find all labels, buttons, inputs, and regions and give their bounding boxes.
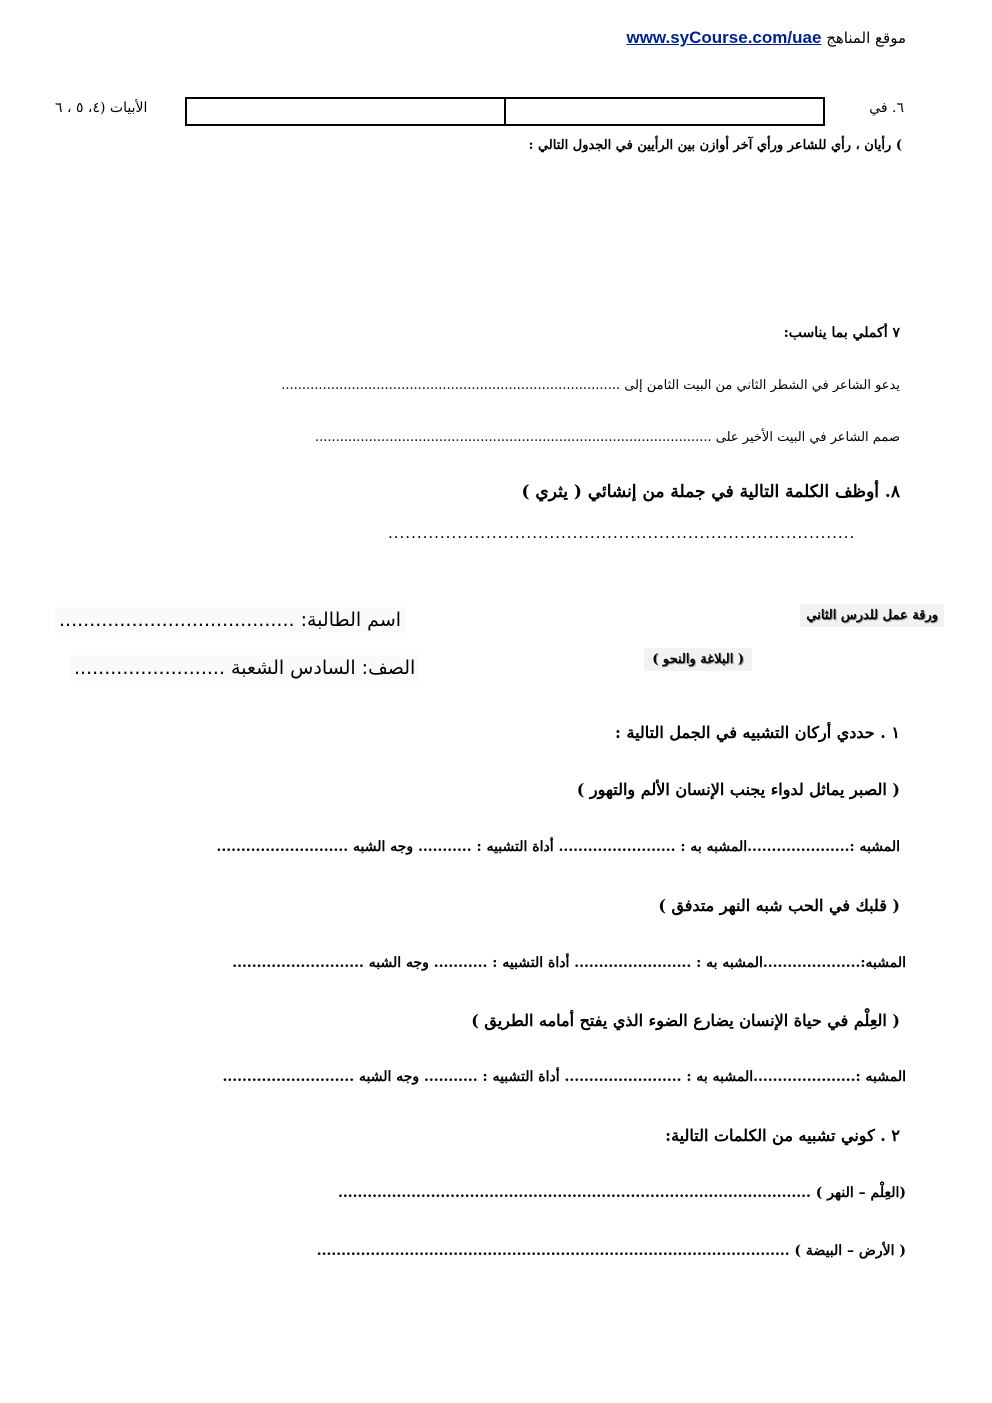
section-2-item-2[interactable]: ( الأرض – البيضة ) .................................................................................................: [316, 1243, 906, 1259]
question-7-title: ٧ أكملي بما يناسب:: [783, 325, 900, 341]
site-header: [626, 28, 906, 48]
comparison-table: [185, 97, 825, 126]
question-6-verses: الأبيات (٤، ٥ ، ٦: [55, 100, 148, 116]
worksheet-subtitle: ( البلاغة والنحو ): [644, 648, 752, 671]
student-name-field[interactable]: اسم الطالبة: .......................................: [55, 607, 405, 633]
worksheet-title: ورقة عمل للدرس الثاني: [800, 604, 944, 627]
question-8-answer-line[interactable]: .................................................................................: [388, 524, 856, 542]
simile-answer-row-2[interactable]: المشبه:....................المشبه به : ........................ أداة التشبيه : ........... وجه الشبه ...........................: [232, 955, 906, 971]
opinions-instruction: ) رأيان ، رأي للشاعر ورأي آخر أوازن بين الرأيين في الجدول التالي :: [528, 138, 902, 153]
question-6-label: ٦. في: [869, 100, 904, 116]
section-2-item-1[interactable]: (العِلْم – النهر ) .................................................................................................: [338, 1185, 906, 1201]
table-cell-right[interactable]: [504, 99, 823, 124]
grade-field[interactable]: الصف: السادس الشعبة .........................: [70, 655, 419, 681]
question-7-line-2[interactable]: صمم الشاعر في البيت الأخير على ................................................................................................: [314, 430, 900, 445]
question-8-title: ٨. أوظف الكلمة التالية في جملة من إنشائي ( يثري ): [521, 482, 900, 502]
simile-sentence-3: ( العِلْم في حياة الإنسان يضارع الضوء الذي يفتح أمامه الطريق ): [471, 1011, 900, 1030]
simile-sentence-2: ( قلبك في الحب شبه النهر متدفق ): [658, 896, 900, 915]
section-2-title: ٢ . كوني تشبيه من الكلمات التالية:: [665, 1126, 900, 1145]
question-7-line-1[interactable]: يدعو الشاعر في الشطر الثاني من البيت الثامن إلى ..................................................................................: [281, 378, 900, 393]
simile-answer-row-1[interactable]: المشبه :.....................المشبه به : ........................ أداة التشبيه : ........... وجه الشبه ...........................: [216, 839, 900, 855]
table-cell-left[interactable]: [187, 99, 504, 124]
simile-sentence-1: ( الصبر يماثل لدواء يجنب الإنسان الألم والتهور ): [576, 780, 900, 799]
simile-answer-row-3[interactable]: المشبه :.....................المشبه به : ........................ أداة التشبيه : ........... وجه الشبه ...........................: [222, 1069, 906, 1085]
section-1-title: ١ . حددي أركان التشبيه في الجمل التالية :: [615, 723, 900, 742]
site-label: موقع المناهج: [826, 29, 906, 47]
site-url-link[interactable]: www.syCourse.com/uae: [626, 28, 822, 47]
